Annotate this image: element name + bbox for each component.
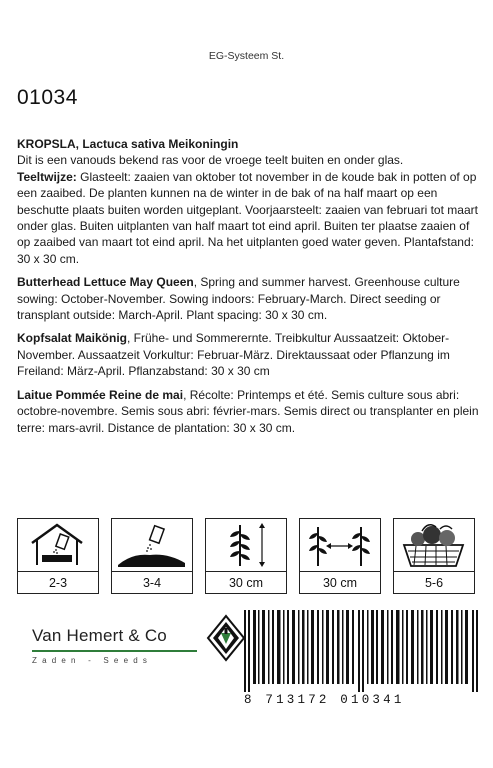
description-block [17,136,479,443]
greenhouse-sowing-icon [18,519,97,569]
english-section [17,274,479,323]
dutch-section [17,136,479,267]
product-code: 01034 [17,86,78,109]
harvest-box [393,518,475,594]
english-title: Butterhead Lettuce May Queen [17,275,194,290]
icon-label: 3-4 [142,575,162,590]
brand-name: Van Hemert & Co [32,626,167,645]
icon-label: 30 cm [228,575,264,590]
brand-tagline: Zaden - Seeds [32,656,153,665]
icon-label: 30 cm [322,575,358,590]
barcode-number: 8 713172 010341 [244,693,405,707]
company-logo-icon [206,614,246,662]
dutch-body: Glasteelt: zaaien van oktober tot november in de koude bak in potten of op een zaaibed. De planten kunnen na de winter in de bak of na half maart op een beschutte plaats buiten worden uitgeplant. Voorjaarsteelt: zaaien van februari tot maart onder glas. Buiten uitplanten van half maart tot eind april. Buiten ter plaatse zaaien of op zaaibed van maart tot eind april. Na het uitplanten goed water geven. Plantafstand: 30 x 30 cm. [17,169,478,266]
plant-height-box [205,518,287,594]
dutch-method-label: Teeltwijze: [17,169,77,184]
greenhouse-sowing-box [17,518,99,594]
dutch-intro: Dit is een vanouds bekend ras voor de vroege teelt buiten en onder glas. [17,153,404,168]
dutch-title: KROPSLA, Lactuca sativa Meikoningin [17,137,239,151]
english-body: , Spring and summer harvest. Greenhouse culture sowing: October-November. Sowing indoors: February-March. Direct seeding or transplant outside: March-April. Plant spacing: 30 x 30 cm. [17,275,460,323]
brand-block [32,626,204,665]
outdoor-sowing-box [111,518,193,594]
french-section [17,387,479,436]
german-body: , Frühe- und Sommerernte. Treibkultur Aussaatzeit: Oktober-November. Aussaatzeit Vorkultur: Februar-März. Direktaussaat oder Pflanzung im Freiland: März-April. Pflanzabstand: 30 x 30 cm [17,331,450,379]
plant-spacing-icon [300,519,379,569]
german-section [17,330,479,379]
plant-height-icon [206,519,285,569]
french-title: Laitue Pommée Reine de mai [17,387,184,402]
french-body: , Récolte: Printemps et été. Semis culture sous abri: octobre-novembre. Semis sous abri: février-mars. Semis direct ou transplanter en plein terre: mars-avril. Distance de plantation: 30 x 30 cm. [17,387,479,435]
outdoor-sowing-icon [112,519,191,569]
plant-spacing-box [299,518,381,594]
icon-label: 2-3 [48,575,68,590]
barcode [244,610,480,692]
harvest-basket-icon [394,519,473,569]
cultivation-icons [17,518,475,596]
icon-label: 5-6 [424,575,444,590]
german-title: Kopfsalat Maikönig [17,331,128,346]
system-label: EG-Systeem St. [208,50,285,62]
brand-divider [32,650,197,652]
